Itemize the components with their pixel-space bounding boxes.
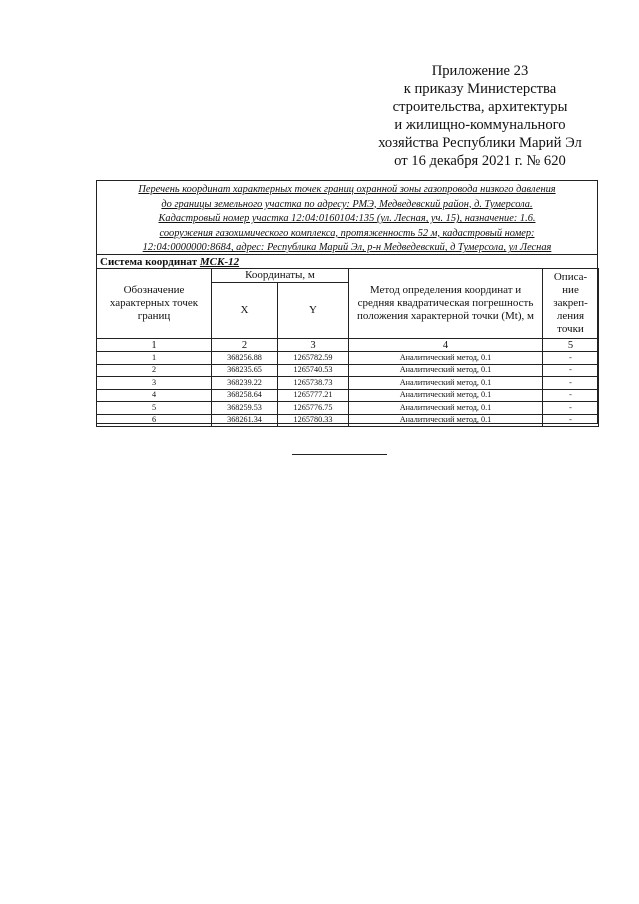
cell-description: - [543,414,599,427]
table-row [97,389,599,402]
order-header [340,62,620,170]
header-line: Приложение 23 [431,63,529,79]
cell-point: 2 [97,364,212,377]
cell-description: - [543,402,599,415]
description-line: Кадастровый номер участка 12:04:0160104:135 (ул. Лесная, уч. 15), назначение: 1.6. [158,213,536,225]
cell-y: 1265776.75 [278,402,349,415]
coordinates-frame [96,180,598,424]
column-number: 1 [97,339,212,352]
cell-method: Аналитический метод, 0.1 [349,377,543,390]
header-method: Метод определения координат и средняя квадратическая погрешность положения характерной точки (Mt), м [349,269,543,339]
description-block [97,183,597,256]
cell-description: - [543,377,599,390]
header-line: от 16 декабря 2021 г. № 620 [394,153,566,169]
cell-point: 5 [97,402,212,415]
cell-method: Аналитический метод, 0.1 [349,402,543,415]
column-number: 4 [349,339,543,352]
cell-y: 1265738.73 [278,377,349,390]
description-line: 12:04:0000000:8684, адрес: Республика Марий Эл, р-н Медведевский, д Тумерсола, ул Лесная [142,242,552,254]
header-coordinates: Координаты, м [212,269,349,283]
cell-method: Аналитический метод, 0.1 [349,364,543,377]
coord-system-name: МСК-12 [199,256,240,268]
table-row [97,364,599,377]
table-row [97,352,599,365]
column-number: 5 [543,339,599,352]
column-numbers-row [97,339,599,352]
cell-method: Аналитический метод, 0.1 [349,389,543,402]
cell-point: 1 [97,352,212,365]
cell-x: 368235.65 [212,364,278,377]
cell-y: 1265740.53 [278,364,349,377]
cell-y: 1265782.59 [278,352,349,365]
coordinates-table [96,268,599,427]
cell-x: 368239.22 [212,377,278,390]
cell-point: 4 [97,389,212,402]
column-number: 3 [278,339,349,352]
cell-method: Аналитический метод, 0.1 [349,414,543,427]
header-line: и жилищно-коммунального [394,117,566,133]
header-line: к приказу Министерства [403,81,557,97]
cell-point: 3 [97,377,212,390]
cell-y: 1265780.33 [278,414,349,427]
table-row [97,377,599,390]
cell-method: Аналитический метод, 0.1 [349,352,543,365]
column-number: 2 [212,339,278,352]
table-row [97,414,599,427]
coord-system-label: Система координат [100,256,198,268]
cell-y: 1265777.21 [278,389,349,402]
cell-description: - [543,389,599,402]
table-row [97,402,599,415]
cell-description: - [543,352,599,365]
description-line: Перечень координат характерных точек границ охранной зоны газопровода низкого давления [138,184,556,195]
cell-x: 368259.53 [212,402,278,415]
header-y: Y [278,283,349,339]
cell-x: 368258.64 [212,389,278,402]
cell-description: - [543,364,599,377]
header-x: X [212,283,278,339]
description-line: сооружения газохимического комплекса, протяженность 52 м, кадастровый номер: [159,227,535,239]
header-description: Описа-ние закреп-ления точки [543,269,599,339]
description-line: до границы земельного участка по адресу: РМЭ, Медведевский район, д. Тумерсола. [161,198,533,210]
cell-point: 6 [97,414,212,427]
header-line: хозяйства Республики Марий Эл [378,135,582,151]
cell-x: 368256.88 [212,352,278,365]
separator-line [292,454,387,455]
header-line: строительства, архитектуры [392,99,568,115]
cell-x: 368261.34 [212,414,278,427]
coord-system-row [97,254,597,268]
header-point: Обозначение характерных точек границ [97,269,212,339]
